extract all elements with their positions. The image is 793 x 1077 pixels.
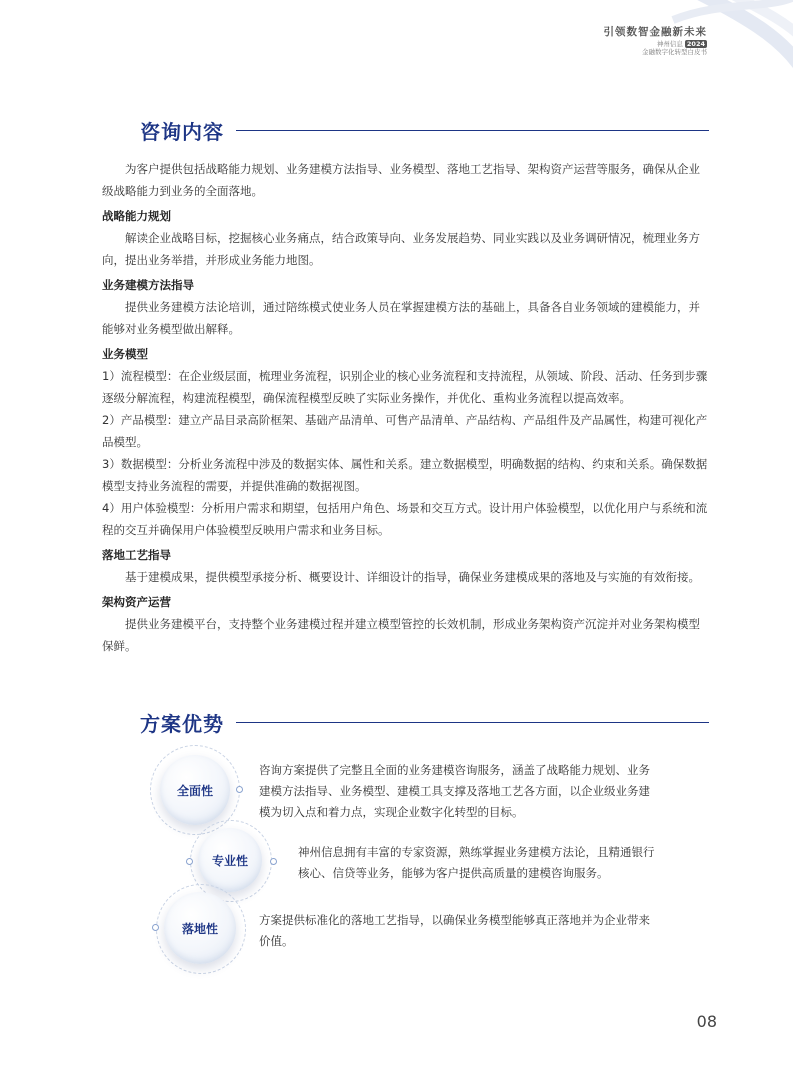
connector-dot — [236, 786, 243, 793]
section-title: 咨询内容 — [140, 120, 224, 144]
brand-year-badge: 2024 — [686, 39, 705, 48]
advantage-label: 专业性 — [211, 853, 248, 868]
connector-dot — [186, 858, 193, 865]
brand-whitepaper-title: 金融数字化转型白皮书 — [642, 48, 707, 57]
subheading: 业务模型 — [102, 347, 148, 361]
list-item: 1）流程模型：在企业级层面，梳理业务流程，识别企业的核心业务流程和支持流程，从领域、阶段、活动、任务到步骤逐级分解流程，构建流程模型，确保流程模型反映了实际业务操作，并优化、重构业务流程以提高效率。 — [102, 369, 708, 405]
advantage-badge-implementable — [164, 892, 236, 964]
advantage-badge-professional — [198, 828, 262, 892]
intro-paragraph: 为客户提供包括战略能力规划、业务建模方法指导、业务模型、落地工艺指导、架构资产运营等服务，确保从企业级战略能力到业务的全面落地。 — [102, 162, 700, 198]
advantage-badge-comprehensive — [160, 755, 230, 825]
paragraph: 解读企业战略目标，挖掘核心业务痛点，结合政策导向、业务发展趋势、同业实践以及业务调研情况，梳理业务方向，提出业务举措，并形成业务能力地图。 — [102, 231, 700, 267]
consulting-content — [102, 158, 709, 657]
brand-block — [604, 26, 708, 57]
section-title: 方案优势 — [140, 712, 224, 736]
connector-dot — [270, 858, 277, 865]
advantage-label: 落地性 — [181, 921, 218, 936]
advantage-text: 方案提供标准化的落地工艺指导，以确保业务模型能够真正落地并为企业带来价值。 — [259, 913, 650, 948]
list-item: 4）用户体验模型：分析用户需求和期望，包括用户角色、场景和交互方式。设计用户体验模型，以优化用户与系统和流程的交互并确保用户体验模型反映用户需求和业务目标。 — [102, 501, 708, 537]
subheading: 业务建模方法指导 — [102, 278, 194, 292]
list-item: 2）产品模型：建立产品目录高阶框架、基础产品清单、可售产品清单、产品结构、产品组件及产品属性，构建可视化产品模型。 — [102, 413, 708, 449]
heading-rule — [236, 722, 709, 724]
advantage-text: 神州信息拥有丰富的专家资源，熟练掌握业务建模方法论，且精通银行核心、信贷等业务，能够为客户提供高质量的建模咨询服务。 — [298, 845, 655, 880]
section-heading-consulting — [140, 116, 709, 145]
subheading: 架构资产运营 — [102, 595, 171, 609]
subheading: 落地工艺指导 — [102, 548, 171, 562]
paragraph: 基于建模成果，提供模型承接分析、概要设计、详细设计的指导，确保业务建模成果的落地及与实施的有效衔接。 — [125, 570, 700, 584]
list-item: 3）数据模型：分析业务流程中涉及的数据实体、属性和关系。建立数据模型，明确数据的结构、约束和关系。确保数据模型支持业务流程的需要，并提供准确的数据视图。 — [102, 457, 708, 493]
heading-rule — [236, 130, 709, 132]
paragraph: 提供业务建模平台，支持整个业务建模过程并建立模型管控的长效机制，形成业务架构资产沉淀并对业务架构模型保鲜。 — [102, 617, 700, 653]
brand-title: 引领数智金融新未来 — [603, 26, 707, 38]
page-number: 08 — [696, 1012, 717, 1031]
section-heading-advantages — [140, 708, 709, 737]
brand-company: 神州信息 — [656, 39, 683, 48]
connector-dot — [152, 924, 159, 931]
paragraph: 提供业务建模方法论培训，通过陪练模式使业务人员在掌握建模方法的基础上，具备各自业务领域的建模能力，并能够对业务模型做出解释。 — [102, 300, 700, 336]
advantage-label: 全面性 — [176, 783, 213, 798]
advantage-text: 咨询方案提供了完整且全面的业务建模咨询服务，涵盖了战略能力规划、业务建模方法指导、业务模型、建模工具支撑及落地工艺各方面，以企业级业务建模为切入点和着力点，实现企业数字化转型的目标。 — [259, 763, 650, 819]
subheading: 战略能力规划 — [102, 209, 171, 223]
